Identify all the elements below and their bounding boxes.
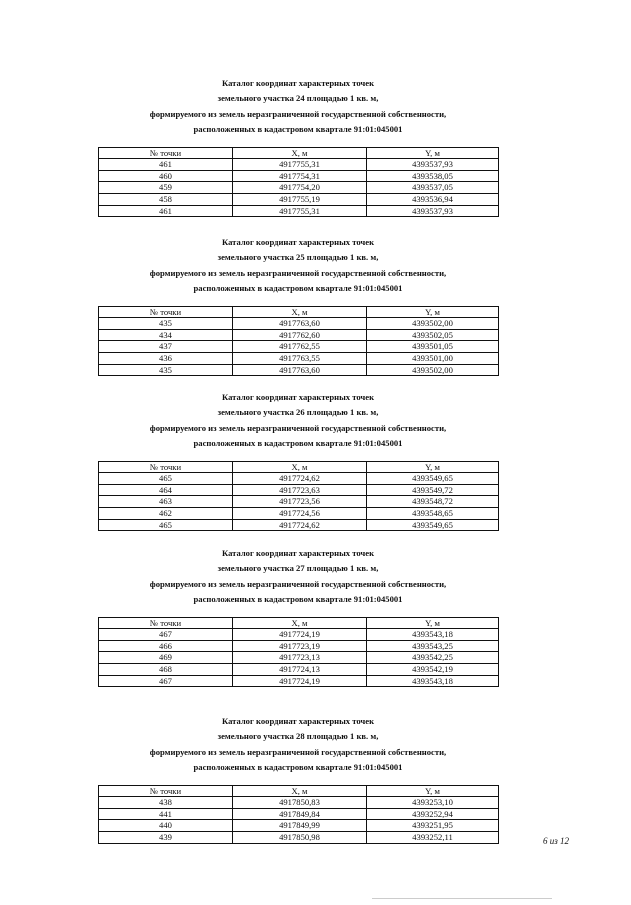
table-row <box>99 831 499 843</box>
table-row <box>99 652 499 664</box>
table-row <box>99 341 499 353</box>
cell-point-number: 465 <box>99 473 233 485</box>
cell-y: 4393502,00 <box>367 364 499 376</box>
cell-x: 4917754,20 <box>233 182 367 194</box>
cell-x: 4917723,19 <box>233 640 367 652</box>
cell-x: 4917724,62 <box>233 473 367 485</box>
table-row <box>99 663 499 675</box>
table-row <box>99 484 499 496</box>
cell-y: 4393502,05 <box>367 329 499 341</box>
cell-point-number: 435 <box>99 364 233 376</box>
cell-x: 4917755,19 <box>233 193 367 205</box>
cell-y: 4393501,05 <box>367 341 499 353</box>
cell-y: 4393252,11 <box>367 831 499 843</box>
cell-point-number: 462 <box>99 507 233 519</box>
coordinate-catalog-block <box>98 546 498 687</box>
catalog-title-line: формируемого из земель неразграниченной государственной собственности, <box>149 267 447 278</box>
table-header-row <box>99 617 499 629</box>
coordinates-table <box>98 461 499 532</box>
cell-x: 4917754,31 <box>233 170 367 182</box>
cell-y: 4393549,65 <box>367 473 499 485</box>
cell-y: 4393542,25 <box>367 652 499 664</box>
cell-y: 4393251,95 <box>367 820 499 832</box>
cell-x: 4917724,56 <box>233 507 367 519</box>
cell-x: 4917724,13 <box>233 663 367 675</box>
cell-point-number: 463 <box>99 496 233 508</box>
catalog-title-line: земельного участка 25 площадью 1 кв. м, <box>217 252 379 263</box>
catalog-title-line: формируемого из земель неразграниченной государственной собственности, <box>149 746 447 757</box>
cell-point-number: 438 <box>99 797 233 809</box>
cell-x: 4917850,83 <box>233 797 367 809</box>
cell-y: 4393536,94 <box>367 193 499 205</box>
coordinate-catalog-block <box>98 76 498 217</box>
cell-point-number: 441 <box>99 808 233 820</box>
table-row <box>99 364 499 376</box>
table-row <box>99 820 499 832</box>
cell-point-number: 461 <box>99 159 233 171</box>
column-header-point: № точки <box>99 147 233 159</box>
catalog-title <box>98 76 498 138</box>
catalog-title-line: расположенных в кадастровом квартале 91:01:045001 <box>193 124 403 135</box>
table-row <box>99 318 499 330</box>
cell-x: 4917763,60 <box>233 318 367 330</box>
cell-point-number: 434 <box>99 329 233 341</box>
catalog-title <box>98 235 498 297</box>
coordinates-table <box>98 147 499 218</box>
bottom-rule <box>372 898 552 899</box>
catalog-title <box>98 546 498 608</box>
cell-point-number: 440 <box>99 820 233 832</box>
table-row <box>99 182 499 194</box>
table-row <box>99 640 499 652</box>
cell-x: 4917755,31 <box>233 205 367 217</box>
catalog-title-line: Каталог координат характерных точек <box>221 78 375 88</box>
cell-point-number: 439 <box>99 831 233 843</box>
catalog-title-line: земельного участка 28 площадью 1 кв. м, <box>217 731 379 742</box>
column-header-y: Y, м <box>367 306 499 318</box>
cell-x: 4917724,19 <box>233 675 367 687</box>
table-header-row <box>99 461 499 473</box>
cell-x: 4917724,19 <box>233 629 367 641</box>
column-header-x: X, м <box>233 147 367 159</box>
cell-y: 4393549,72 <box>367 484 499 496</box>
catalog-title-line: Каталог координат характерных точек <box>221 548 375 558</box>
cell-point-number: 468 <box>99 663 233 675</box>
coordinates-table <box>98 306 499 377</box>
coordinates-table <box>98 785 499 844</box>
cell-point-number: 461 <box>99 205 233 217</box>
column-header-x: X, м <box>233 306 367 318</box>
page-number: 6 из 12 <box>542 836 569 846</box>
cell-point-number: 467 <box>99 675 233 687</box>
cell-x: 4917762,55 <box>233 341 367 353</box>
coordinates-table <box>98 617 499 688</box>
cell-y: 4393543,18 <box>367 675 499 687</box>
column-header-x: X, м <box>233 785 367 797</box>
table-row <box>99 629 499 641</box>
catalog-title-line: расположенных в кадастровом квартале 91:01:045001 <box>193 438 403 449</box>
cell-y: 4393253,10 <box>367 797 499 809</box>
table-header-row <box>99 306 499 318</box>
column-header-y: Y, м <box>367 785 499 797</box>
table-row <box>99 496 499 508</box>
cell-point-number: 469 <box>99 652 233 664</box>
cell-y: 4393252,94 <box>367 808 499 820</box>
column-header-point: № точки <box>99 306 233 318</box>
cell-point-number: 459 <box>99 182 233 194</box>
catalog-title-line: земельного участка 24 площадью 1 кв. м, <box>217 93 379 104</box>
catalog-title-line: земельного участка 27 площадью 1 кв. м, <box>217 563 379 574</box>
cell-point-number: 465 <box>99 519 233 531</box>
cell-x: 4917723,56 <box>233 496 367 508</box>
cell-x: 4917763,60 <box>233 364 367 376</box>
catalog-title-line: Каталог координат характерных точек <box>221 237 375 247</box>
cell-point-number: 435 <box>99 318 233 330</box>
table-row <box>99 329 499 341</box>
column-header-y: Y, м <box>367 147 499 159</box>
cell-y: 4393542,19 <box>367 663 499 675</box>
cell-x: 4917763,55 <box>233 352 367 364</box>
table-row <box>99 519 499 531</box>
cell-y: 4393537,93 <box>367 205 499 217</box>
cell-y: 4393537,05 <box>367 182 499 194</box>
catalog-title-line: Каталог координат характерных точек <box>221 716 375 726</box>
catalog-title-line: Каталог координат характерных точек <box>221 392 375 402</box>
catalog-title-line: формируемого из земель неразграниченной государственной собственности, <box>149 422 447 433</box>
cell-point-number: 460 <box>99 170 233 182</box>
cell-x: 4917723,13 <box>233 652 367 664</box>
cell-x: 4917723,63 <box>233 484 367 496</box>
cell-y: 4393549,65 <box>367 519 499 531</box>
catalog-title-line: формируемого из земель неразграниченной государственной собственности, <box>149 578 447 589</box>
cell-point-number: 467 <box>99 629 233 641</box>
cell-point-number: 458 <box>99 193 233 205</box>
cell-point-number: 436 <box>99 352 233 364</box>
column-header-point: № точки <box>99 785 233 797</box>
cell-x: 4917850,98 <box>233 831 367 843</box>
column-header-y: Y, м <box>367 617 499 629</box>
coordinate-catalog-block <box>98 714 498 844</box>
column-header-point: № точки <box>99 461 233 473</box>
cell-x: 4917849,99 <box>233 820 367 832</box>
coordinate-catalog-block <box>98 390 498 531</box>
cell-y: 4393543,18 <box>367 629 499 641</box>
cell-point-number: 437 <box>99 341 233 353</box>
column-header-point: № точки <box>99 617 233 629</box>
catalog-title-line: формируемого из земель неразграниченной государственной собственности, <box>149 108 447 119</box>
cell-x: 4917849,84 <box>233 808 367 820</box>
cell-point-number: 464 <box>99 484 233 496</box>
table-row <box>99 473 499 485</box>
table-header-row <box>99 147 499 159</box>
table-row <box>99 808 499 820</box>
table-row <box>99 352 499 364</box>
cell-y: 4393502,00 <box>367 318 499 330</box>
cell-point-number: 466 <box>99 640 233 652</box>
catalog-title-line: расположенных в кадастровом квартале 91:01:045001 <box>193 283 403 294</box>
catalog-title <box>98 390 498 452</box>
cell-x: 4917755,31 <box>233 159 367 171</box>
column-header-y: Y, м <box>367 461 499 473</box>
catalog-title-line: земельного участка 26 площадью 1 кв. м, <box>217 407 379 418</box>
table-row <box>99 675 499 687</box>
coordinate-catalog-block <box>98 235 498 376</box>
cell-y: 4393548,72 <box>367 496 499 508</box>
table-header-row <box>99 785 499 797</box>
cell-x: 4917724,62 <box>233 519 367 531</box>
column-header-x: X, м <box>233 617 367 629</box>
table-row <box>99 170 499 182</box>
catalog-title-line: расположенных в кадастровом квартале 91:01:045001 <box>193 594 403 605</box>
cell-y: 4393537,93 <box>367 159 499 171</box>
table-row <box>99 507 499 519</box>
cell-y: 4393543,25 <box>367 640 499 652</box>
catalog-title <box>98 714 498 776</box>
table-row <box>99 193 499 205</box>
table-row <box>99 797 499 809</box>
table-row <box>99 159 499 171</box>
table-row <box>99 205 499 217</box>
catalog-title-line: расположенных в кадастровом квартале 91:01:045001 <box>193 762 403 773</box>
cell-y: 4393548,65 <box>367 507 499 519</box>
cell-y: 4393538,05 <box>367 170 499 182</box>
cell-x: 4917762,60 <box>233 329 367 341</box>
cell-y: 4393501,00 <box>367 352 499 364</box>
column-header-x: X, м <box>233 461 367 473</box>
